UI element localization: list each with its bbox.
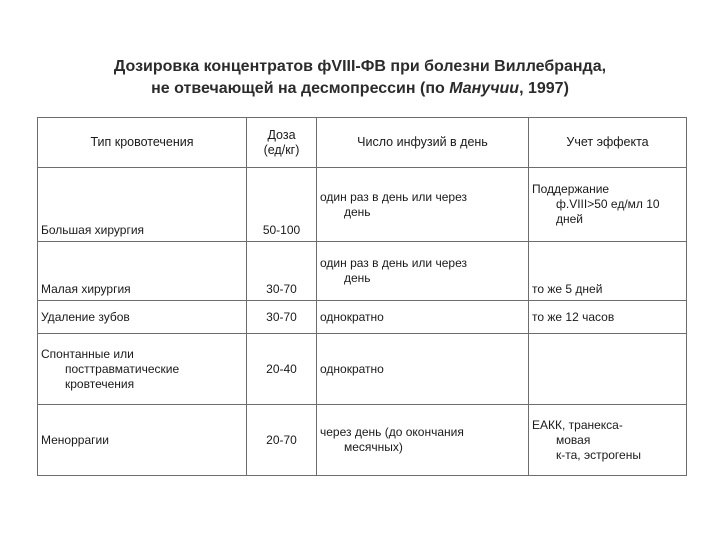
cell-effect: то же 12 часов bbox=[529, 301, 687, 334]
cell-infusions-line-2: день bbox=[344, 271, 371, 285]
table-header-row bbox=[38, 118, 687, 168]
cell-infusions bbox=[317, 405, 529, 476]
cell-infusions-line-1: через день (до окончания bbox=[320, 425, 464, 439]
cell-effect-line-2: мовая bbox=[556, 432, 591, 447]
cell-effect bbox=[529, 405, 687, 476]
header-dose-line-2: (ед/кг) bbox=[263, 142, 300, 157]
header-type: Тип кровотечения bbox=[38, 118, 247, 168]
header-infusions: Число инфузий в день bbox=[317, 118, 529, 168]
cell-type: Малая хирургия bbox=[38, 242, 247, 301]
cell-type: Удаление зубов bbox=[38, 301, 247, 334]
cell-infusions-line-1: один раз в день или через bbox=[320, 256, 467, 270]
cell-type: Большая хирургия bbox=[38, 168, 247, 242]
header-dose bbox=[247, 118, 317, 168]
cell-effect bbox=[529, 334, 687, 405]
cell-effect: то же 5 дней bbox=[529, 242, 687, 301]
cell-dose: 50-100 bbox=[247, 168, 317, 242]
table-row bbox=[38, 301, 687, 334]
cell-infusions bbox=[317, 242, 529, 301]
table-row bbox=[38, 168, 687, 242]
table-row bbox=[38, 242, 687, 301]
dosage-table bbox=[37, 117, 687, 476]
cell-effect-line-1: ЕАКК, транекса- bbox=[532, 417, 623, 432]
table-row bbox=[38, 334, 687, 405]
table-row bbox=[38, 405, 687, 476]
cell-type-line-1: Спонтанные или bbox=[41, 346, 134, 361]
page-title bbox=[60, 56, 660, 100]
cell-type: Меноррагии bbox=[38, 405, 247, 476]
cell-dose: 20-70 bbox=[247, 405, 317, 476]
cell-type-line-3: кровтечения bbox=[65, 376, 135, 391]
cell-effect-line-3: дней bbox=[556, 212, 584, 226]
title-line-2 bbox=[60, 78, 660, 100]
cell-effect-line-1: Поддержание bbox=[532, 182, 610, 196]
header-effect: Учет эффекта bbox=[529, 118, 687, 168]
header-dose-line-1: Доза bbox=[267, 127, 296, 142]
cell-dose: 30-70 bbox=[247, 242, 317, 301]
cell-effect bbox=[529, 168, 687, 242]
cell-infusions-line-2: месячных) bbox=[344, 440, 403, 454]
title-line-2-suffix: , 1997) bbox=[519, 80, 569, 97]
cell-infusions: однократно bbox=[317, 334, 529, 405]
cell-type-line-2: посттравматические bbox=[65, 361, 180, 376]
title-line-1: Дозировка концентратов фVIII-ФВ при болезни Виллебранда, bbox=[113, 58, 607, 75]
title-line-2-prefix: не отвечающей на десмопрессин (по bbox=[151, 80, 450, 97]
cell-infusions: однократно bbox=[317, 301, 529, 334]
cell-type bbox=[38, 334, 247, 405]
cell-effect-line-3: к-та, эстрогены bbox=[556, 447, 641, 462]
title-author: Манучии bbox=[449, 80, 520, 97]
cell-dose: 30-70 bbox=[247, 301, 317, 334]
cell-infusions-line-2: день bbox=[344, 204, 371, 219]
cell-infusions-line-1: один раз в день или через bbox=[320, 189, 467, 204]
cell-effect-line-2: ф.VIII>50 ед/мл 10 bbox=[556, 197, 660, 211]
cell-infusions bbox=[317, 168, 529, 242]
cell-dose: 20-40 bbox=[247, 334, 317, 405]
